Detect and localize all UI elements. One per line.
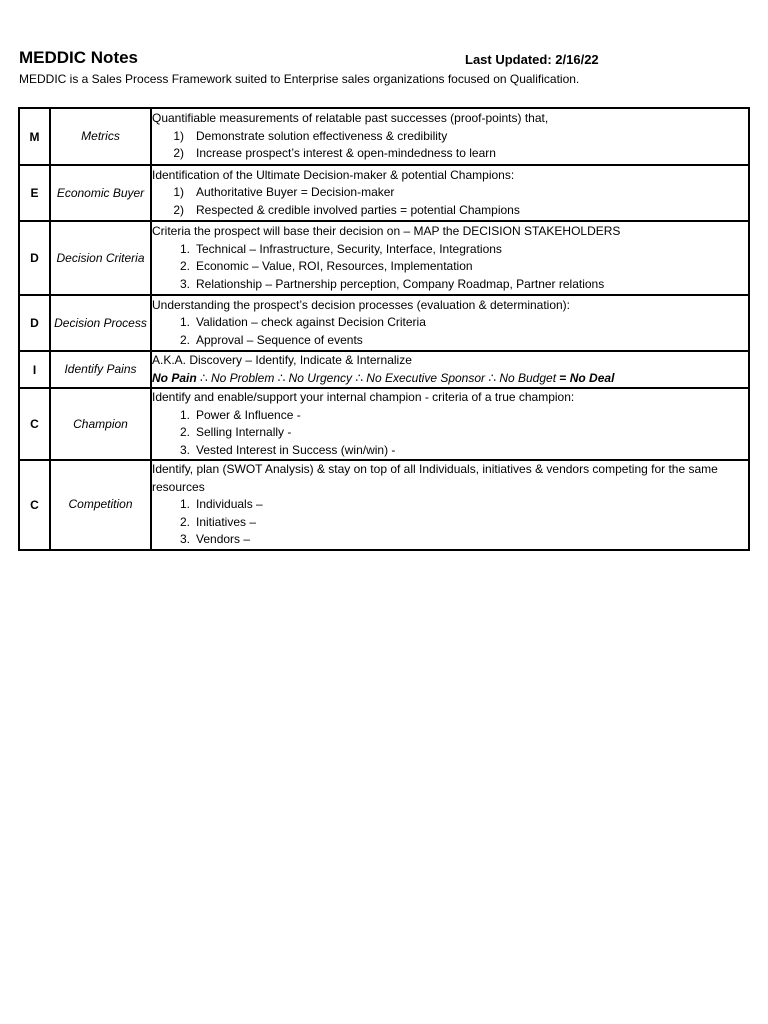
list-text: Increase prospect’s interest & open-mindedness to learn: [196, 146, 496, 161]
list-number: 2.: [179, 332, 190, 347]
list-item: [152, 442, 748, 460]
table-row-economic-buyer: [19, 165, 749, 221]
description-heading: Quantifiable measurements of relatable past successes (proof-points) that,: [152, 111, 549, 126]
list-number: 1): [173, 128, 184, 143]
row-description: [151, 108, 749, 165]
document-title: MEDDIC Notes: [19, 48, 139, 67]
last-updated-date: Last Updated: 2/16/22: [465, 52, 599, 67]
list-text: Demonstrate solution effectiveness & credibility: [196, 128, 448, 143]
list-number: 1.: [179, 315, 190, 330]
row-description: [151, 460, 749, 550]
row-name: Decision Process: [50, 295, 151, 351]
list-text: Selling Internally -: [196, 425, 292, 439]
list-number: 2): [173, 202, 184, 217]
row-name: Identify Pains: [50, 351, 151, 388]
row-name: Economic Buyer: [50, 165, 151, 221]
pains-chain-line: [152, 370, 748, 388]
description-heading: Understanding the prospect’s decision processes (evaluation & determination):: [152, 297, 571, 312]
list-text: Individuals –: [196, 497, 263, 511]
list-number: 3.: [179, 276, 190, 291]
list-text: Validation – check against Decision Criteria: [196, 315, 426, 330]
description-heading: Identify, plan (SWOT Analysis) & stay on top of all Individuals, initiatives & vendors competing for the same resources: [152, 462, 718, 494]
description-heading: A.K.A. Discovery – Identify, Indicate & Internalize: [152, 353, 412, 367]
list-text: Technical – Infrastructure, Security, Interface, Integrations: [196, 241, 502, 256]
table-row-decision-process: [19, 295, 749, 351]
list-number: 2.: [179, 259, 190, 273]
description-list: [152, 241, 748, 294]
list-text: Power & Influence -: [196, 407, 301, 422]
meddic-table: [18, 107, 750, 551]
row-name: Competition: [50, 460, 151, 550]
list-text: Vendors –: [196, 532, 251, 546]
description-list: [152, 496, 748, 549]
list-item: [152, 276, 748, 294]
list-number: 2): [173, 146, 184, 161]
table-row-champion: [19, 388, 749, 460]
row-letter: C: [19, 388, 50, 460]
list-item: [152, 424, 748, 442]
list-number: 3.: [179, 532, 190, 546]
list-item: [152, 145, 748, 163]
table-row-decision-criteria: [19, 221, 749, 295]
description-list: [152, 184, 748, 219]
description-list: [152, 314, 748, 349]
list-item: [152, 514, 748, 532]
row-description: [151, 165, 749, 221]
list-text: Relationship – Partnership perception, Company Roadmap, Partner relations: [196, 276, 605, 291]
list-number: 2.: [179, 425, 190, 439]
list-number: 2.: [179, 514, 190, 529]
list-item: [152, 407, 748, 425]
row-letter: M: [19, 108, 50, 165]
equals-sign: =: [559, 370, 567, 385]
description-heading: Identification of the Ultimate Decision-maker & potential Champions:: [152, 167, 515, 182]
description-list: [152, 407, 748, 460]
list-number: 3.: [179, 442, 190, 457]
document-subtitle: MEDDIC is a Sales Process Framework suited to Enterprise sales organizations focused on Qualification.: [19, 72, 580, 86]
list-item: [152, 241, 748, 259]
row-name: Decision Criteria: [50, 221, 151, 295]
row-description: [151, 295, 749, 351]
list-item: [152, 258, 748, 276]
list-text: Approval – Sequence of events: [196, 332, 363, 347]
table-row-metrics: [19, 108, 749, 165]
row-description: [151, 221, 749, 295]
row-name: Metrics: [50, 108, 151, 165]
list-item: [152, 531, 748, 549]
description-heading: Identify and enable/support your internal champion - criteria of a true champion:: [152, 390, 575, 404]
table-row-identify-pains: [19, 351, 749, 388]
row-letter: C: [19, 460, 50, 550]
list-number: 1.: [179, 407, 190, 422]
description-heading: Criteria the prospect will base their decision on – MAP the DECISION STAKEHOLDERS: [152, 224, 621, 238]
list-item: [152, 202, 748, 220]
row-letter: D: [19, 221, 50, 295]
list-number: 1.: [179, 241, 190, 256]
list-item: [152, 496, 748, 514]
list-text: Authoritative Buyer = Decision-maker: [196, 185, 395, 200]
list-text: Vested Interest in Success (win/win) -: [196, 442, 396, 457]
description-list: [152, 128, 748, 163]
pains-chain-text: ∴ No Problem ∴ No Urgency ∴ No Executive Sponsor ∴ No Budget: [196, 370, 560, 385]
list-text: Initiatives –: [196, 514, 257, 529]
no-pain-text: No Pain: [152, 370, 197, 385]
list-number: 1): [173, 185, 184, 200]
list-item: [152, 332, 748, 350]
row-description: [151, 388, 749, 460]
list-text: Respected & credible involved parties = potential Champions: [196, 202, 520, 217]
list-text: Economic – Value, ROI, Resources, Implementation: [196, 259, 473, 273]
row-letter: D: [19, 295, 50, 351]
no-deal-text: No Deal: [566, 370, 615, 385]
row-description: [151, 351, 749, 388]
list-item: [152, 314, 748, 332]
row-name: Champion: [50, 388, 151, 460]
table-row-competition: [19, 460, 749, 550]
list-item: [152, 128, 748, 146]
row-letter: E: [19, 165, 50, 221]
list-number: 1.: [179, 497, 190, 511]
row-letter: I: [19, 351, 50, 388]
list-item: [152, 184, 748, 202]
